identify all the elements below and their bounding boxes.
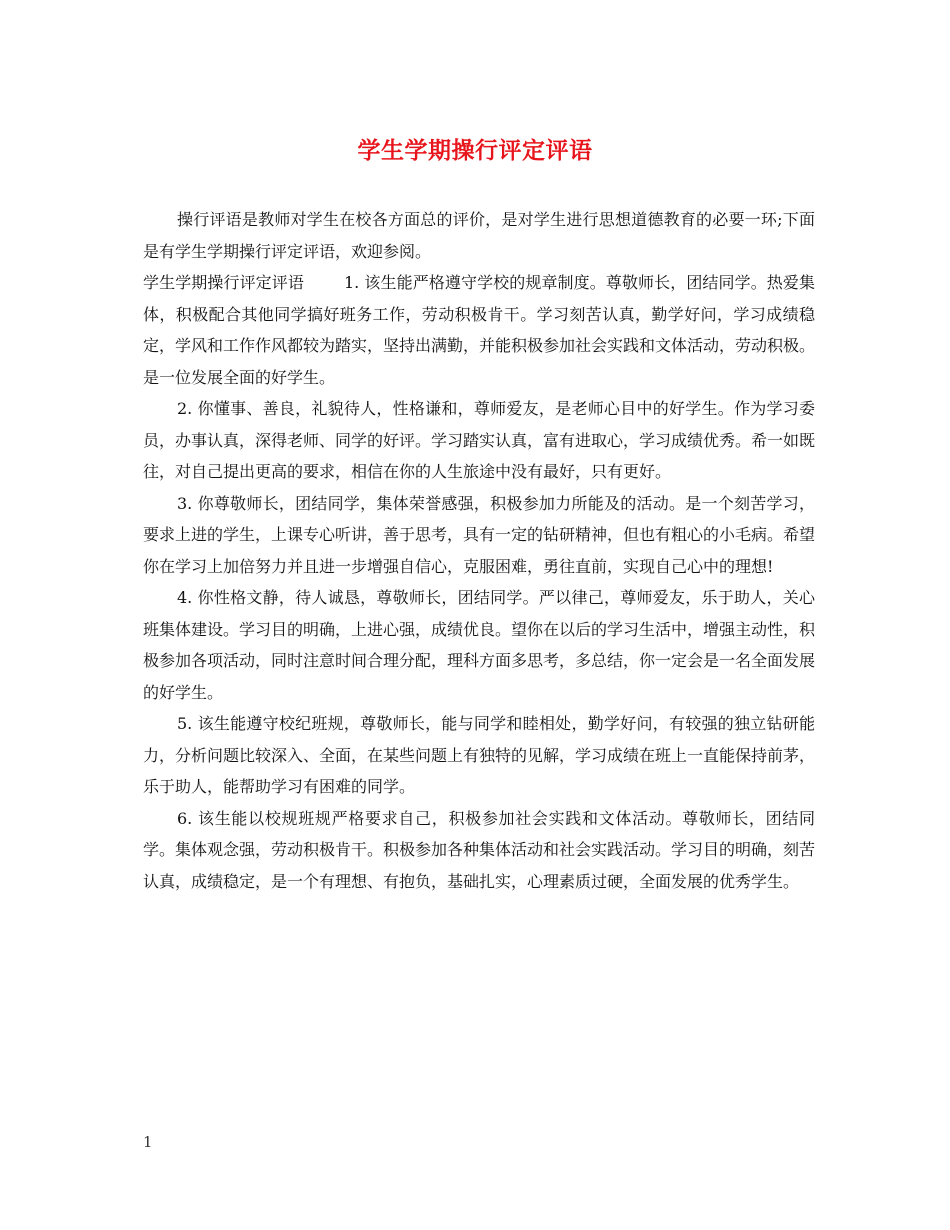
item-5: 5. 该生能遵守校纪班规，尊敬师长，能与同学和睦相处，勤学好问，有较强的独立钻研能力，分析问题比较深入、全面，在某些问题上有独特的见解，学习成绩在班上一直能保持前茅，乐于助人，能帮助学习有困难的同学。 — [143, 714, 816, 796]
section-heading: 学生学期操行评定评语 — [143, 273, 304, 292]
first-item-paragraph — [143, 267, 815, 393]
intro-paragraph: 操行评语是教师对学生在校各方面总的评价，是对学生进行思想道德教育的必要一环;下面是有学生学期操行评定评语，欢迎参阅。 — [143, 210, 815, 261]
item-4: 4. 你性格文静，待人诚恳，尊敬师长，团结同学。严以律己，尊师爱友，乐于助人，关心班集体建设。学习目的明确，上进心强，成绩优良。望你在以后的学习生活中，增强主动性，积极参加各项活动，同时注意时间合理分配，理科方面多思考，多总结，你一定会是一名全面发展的好学生。 — [143, 588, 816, 702]
document-title: 学生学期操行评定评语 — [357, 137, 593, 164]
item-1: 1. 该生能严格遵守学校的规章制度。尊敬师长，团结同学。热爱集体，积极配合其他同学搞好班务工作，劳动积极肯干。学习刻苦认真，勤学好问，学习成绩稳定，学风和工作作风都较为踏实，坚持出满勤，并能积极参加社会实践和文体活动，劳动积极。是一位发展全面的好学生。 — [143, 273, 816, 387]
item-2: 2. 你懂事、善良，礼貌待人，性格谦和，尊师爱友，是老师心目中的好学生。作为学习委员，办事认真，深得老师、同学的好评。学习踏实认真，富有进取心，学习成绩优秀。希一如既往，对自己提出更高的要求，相信在你的人生旅途中没有最好，只有更好。 — [143, 399, 816, 481]
item-3: 3. 你尊敬师长，团结同学，集体荣誉感强，积极参加力所能及的活动。是一个刻苦学习，要求上进的学生，上课专心听讲，善于思考，具有一定的钻研精神，但也有粗心的小毛病。希望你在学习上加倍努力并且进一步增强自信心，克服困难，勇往直前，实现自己心中的理想! — [143, 493, 816, 576]
item-6: 6. 该生能以校规班规严格要求自己，积极参加社会实践和文体活动。尊敬师长，团结同学。集体观念强，劳动积极肯干。积极参加各种集体活动和社会实践活动。学习目的明确，刻苦认真，成绩稳定，是一个有理想、有抱负，基础扎实，心理素质过硬，全面发展的优秀学生。 — [143, 808, 816, 891]
page-number: 1 — [143, 1133, 153, 1151]
document-body — [143, 204, 815, 897]
